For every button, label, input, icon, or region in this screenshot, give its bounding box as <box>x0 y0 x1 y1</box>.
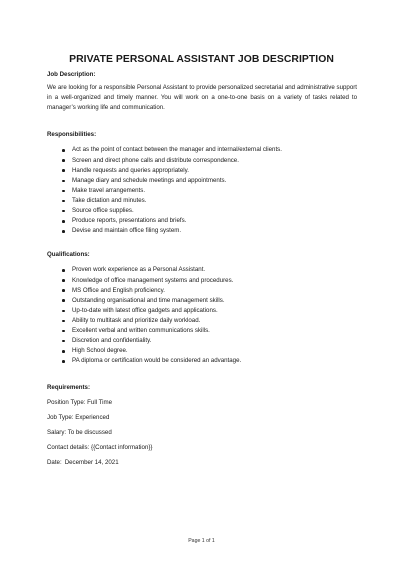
list-item: Knowledge of office management systems and procedures. <box>62 276 357 286</box>
qualifications-heading: Qualifications: <box>47 251 90 259</box>
list-item: Make travel arrangements. <box>62 186 357 196</box>
page-number: Page 1 of 1 <box>188 538 215 544</box>
qualifications-list <box>47 265 357 366</box>
date-value: December 14, 2021 <box>64 458 119 466</box>
list-item: MS Office and English proficiency. <box>62 286 357 296</box>
list-item: Take dictation and minutes. <box>62 196 357 206</box>
list-item: PA diploma or certification would be considered an advantage. <box>62 356 357 366</box>
list-item: High School degree. <box>62 346 357 356</box>
date-label: Date: <box>47 458 62 466</box>
job-type: Job Type: Experienced <box>47 414 110 422</box>
list-item: Act as the point of contact between the manager and internal/external clients. <box>62 145 357 155</box>
list-item: Source office supplies. <box>62 206 357 216</box>
requirements-section <box>47 383 357 468</box>
contact-details: Contact details: {{Contact information}} <box>47 443 153 451</box>
responsibilities-list <box>47 145 357 236</box>
salary: Salary: To be discussed <box>47 429 112 437</box>
list-item: Up-to-date with latest office gadgets and applications. <box>62 306 357 316</box>
document-title: PRIVATE PERSONAL ASSISTANT JOB DESCRIPTION <box>69 54 334 65</box>
list-item: Devise and maintain office filing system. <box>62 226 357 236</box>
date-line <box>47 458 357 468</box>
document-body <box>47 70 357 468</box>
list-item: Handle requests and queries appropriately. <box>62 166 357 176</box>
list-item: Ability to multitask and prioritize daily workload. <box>62 316 357 326</box>
responsibilities-heading: Responsibilities: <box>47 131 97 139</box>
list-item: Produce reports, presentations and briefs. <box>62 216 357 226</box>
list-item: Screen and direct phone calls and distribute correspondence. <box>62 156 357 166</box>
job-description-text: We are looking for a responsible Personal Assistant to provide personalized secretarial and administrative support in a well-organized and timely manner. You will work on a one-to-one basis on a variety of tasks related to manager’s working life and communication. <box>47 84 357 112</box>
list-item: Discretion and confidentiality. <box>62 336 357 346</box>
job-description-heading: Job Description: <box>47 71 96 78</box>
list-item: Proven work experience as a Personal Assistant. <box>62 265 357 275</box>
list-item: Outstanding organisational and time management skills. <box>62 296 357 306</box>
requirements-heading: Requirements: <box>47 384 90 392</box>
list-item: Excellent verbal and written communications skills. <box>62 326 357 336</box>
position-type: Position Type: Full Time <box>47 399 113 407</box>
list-item: Manage diary and schedule meetings and appointments. <box>62 176 357 186</box>
